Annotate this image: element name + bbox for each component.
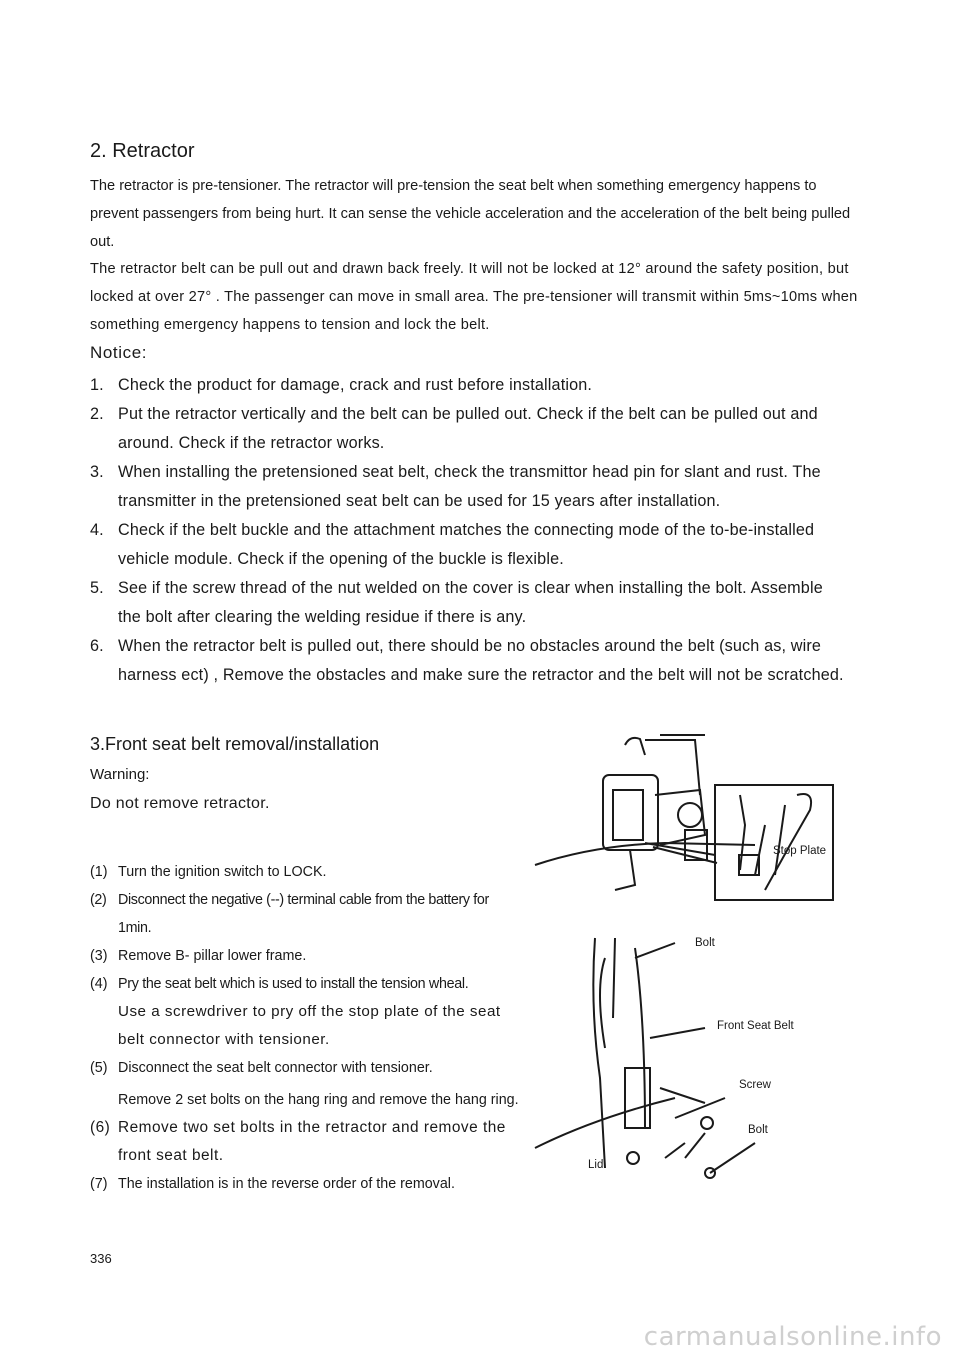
page-number: 336 — [90, 1251, 112, 1266]
notice-item-number: 6. — [90, 637, 104, 655]
notice-item-number: 2. — [90, 405, 104, 423]
notice-item — [90, 632, 850, 690]
step-item — [90, 886, 522, 942]
step-subtext: Remove 2 set bolts on the hang ring and remove the hang ring. — [118, 1092, 519, 1108]
stop-plate-label: Stop Plate — [773, 845, 827, 857]
step-number: (6) — [90, 1119, 111, 1136]
step-text: Disconnect the seat belt connector with tensioner. — [118, 1060, 433, 1076]
step-text: Remove B- pillar lower frame. — [118, 948, 307, 964]
warning-text: Do not remove retractor. — [90, 795, 270, 812]
retractor-heading: 2. Retractor — [90, 140, 195, 162]
screw-label: Screw — [739, 1079, 771, 1091]
retractor-illustration — [535, 735, 845, 910]
notice-item-number: 3. — [90, 463, 104, 481]
notice-item-text: Check if the belt buckle and the attachment matches the connecting mode of the to-be-installed vehicle module. Check if the opening of the buckle is flexible. — [118, 521, 815, 568]
notice-item-number: 4. — [90, 521, 104, 539]
figure-front-seat-belt — [535, 928, 815, 1178]
front-seat-heading: 3.Front seat belt removal/installation — [90, 734, 380, 754]
notice-item-number: 1. — [90, 376, 104, 394]
removal-steps — [90, 858, 522, 1198]
step-item — [90, 942, 522, 970]
notice-title: Notice: — [90, 343, 148, 362]
step-text: The installation is in the reverse order of the removal. — [118, 1176, 455, 1192]
step-text: Disconnect the negative (--) terminal cable from the battery for 1min. — [118, 892, 489, 936]
notice-item — [90, 400, 850, 458]
notice-item — [90, 458, 850, 516]
step-text: Pry the seat belt which is used to install the tension wheal. — [118, 976, 469, 992]
step-item — [90, 1114, 522, 1170]
seat-belt-illustration — [535, 928, 815, 1178]
bolt-bottom-label: Bolt — [748, 1124, 768, 1136]
notice-item — [90, 574, 850, 632]
notice-list — [90, 371, 850, 690]
lid-label: Lid — [588, 1159, 604, 1171]
figure-retractor — [535, 735, 845, 910]
notice-item — [90, 516, 850, 574]
step-number: (2) — [90, 892, 107, 908]
step-number: (3) — [90, 948, 108, 964]
step-item — [90, 970, 522, 1054]
warning-label: Warning: — [90, 766, 150, 783]
bolt-top-label: Bolt — [695, 937, 715, 949]
step-number: (4) — [90, 976, 108, 992]
step-item — [90, 858, 522, 886]
notice-item-text: Put the retractor vertically and the belt can be pulled out. Check if the belt can be pulled out and around. Check if the retractor works. — [118, 405, 818, 452]
step-text: Remove two set bolts in the retractor and remove the front seat belt. — [118, 1119, 506, 1164]
retractor-paragraph-1: The retractor is pre-tensioner. The retractor will pre-tension the seat belt when something emergency happens to prevent passengers from being hurt. It can sense the vehicle acceleration and the acceleration of the belt being pulled out. — [90, 178, 851, 250]
step-number: (1) — [90, 864, 108, 880]
retractor-paragraph-2: The retractor belt can be pull out and drawn back freely. It will not be locked at 12° around the safety position, but locked at over 27° . The passenger can move in small area. The pre-tensioner will transmit within 5ms~10ms when something emergency happens to tension and lock the belt. — [90, 261, 858, 333]
step-item — [90, 1170, 522, 1198]
step-subtext: Use a screwdriver to pry off the stop plate of the seat belt connector with tensioner. — [118, 1003, 501, 1048]
step-number: (7) — [90, 1176, 108, 1192]
step-number: (5) — [90, 1060, 108, 1076]
notice-item-text: When the retractor belt is pulled out, there should be no obstacles around the belt (such as, wire harness ect) , Remove the obstacles and make sure the retractor and the belt will not be scratched. — [118, 637, 844, 684]
notice-item — [90, 371, 850, 400]
notice-item-number: 5. — [90, 579, 104, 597]
step-item — [90, 1054, 522, 1114]
notice-item-text: Check the product for damage, crack and rust before installation. — [118, 376, 593, 394]
watermark: carmanualsonline.info — [643, 1322, 942, 1352]
notice-item-text: See if the screw thread of the nut welded on the cover is clear when installing the bolt. Assemble the bolt after clearing the welding residue if there is any. — [118, 579, 823, 626]
front-seat-belt-label: Front Seat Belt — [717, 1020, 794, 1032]
step-text: Turn the ignition switch to LOCK. — [118, 864, 327, 880]
notice-item-text: When installing the pretensioned seat belt, check the transmittor head pin for slant and rust. The transmitter in the pretensioned seat belt can be used for 15 years after installation. — [118, 463, 821, 510]
